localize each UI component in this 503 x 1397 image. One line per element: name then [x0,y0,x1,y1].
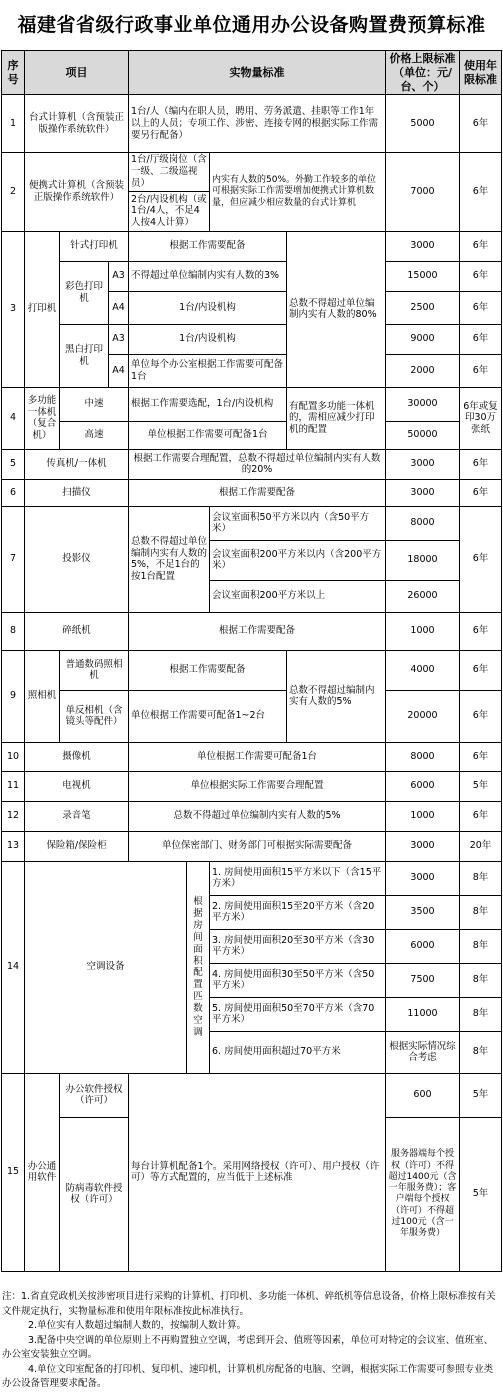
row-price: 5000 [386,95,460,153]
table-row [2,690,502,742]
table-row [2,449,502,479]
row-price: 6000 [386,929,460,963]
software-type: 办公软件授权（许可） [60,1073,129,1117]
note-item: 注：1.省直党政机关按涉密项目进行采购的计算机、打印机、多功能一体机、碎纸机等信息设备，价格上限标准按有关文件规定执行，实物量标准和使用年限标准按此标准执行。 [2,1291,496,1317]
printer-standard: 1台/内设机构 [129,291,287,324]
table-row [2,387,502,421]
printer-standard: 单位每个办公室根据工作需要可配备1台 [129,354,287,387]
row-seq: 14 [2,861,25,1073]
row-years: 8年 [460,929,502,963]
row-price: 26000 [386,580,460,612]
ac-room-size: 2. 房间使用面积15至20平方米（含20平方米） [210,895,386,929]
row-price: 1000 [386,612,460,650]
row-seq: 5 [2,449,25,479]
table-row [2,231,502,261]
row-item: 投影仪 [25,506,129,612]
mfp-speed: 高速 [60,421,129,449]
row-item: 电视机 [25,771,129,801]
row-seq: 15 [2,1073,25,1271]
row-price: 3500 [386,895,460,929]
row-years: 6年 [460,354,502,387]
printer-size: A3 [109,261,129,291]
table-row [2,861,502,895]
row-price: 8000 [386,506,460,540]
mfp-standard: 根据工作需要选配，1台/内设机构 [129,387,287,421]
row-item: 碎纸机 [25,612,129,650]
row-years: 6年 [460,153,502,232]
row-years: 6年或复印30万张纸 [460,387,502,449]
row-item: 摄像机 [25,742,129,771]
row-years: 6年 [460,291,502,324]
row-years: 6年 [460,231,502,261]
camera-standard: 根据工作需要配备 [129,650,287,690]
row-item: 办公通用软件 [25,1073,60,1271]
note-item: 2.单位实有人数超过编制人数的，按编制人数计算。 [28,1320,247,1331]
row-standard: 根据房间面积配置匹数空调 [187,861,210,1073]
table-row [2,506,502,540]
row-price: 18000 [386,540,460,580]
row-standard-c: 内实有人数的50%。外勤工作较多的单位可根据实际工作需要增加便携式计算机数量，但应减少相应数量的台式计算机 [210,153,386,232]
row-price: 根据实际情况综合考虑 [386,1031,460,1073]
row-seq: 11 [2,771,25,801]
row-price: 11000 [386,997,460,1031]
projector-size: 会议室面积200平方米以内（含200平方米） [210,540,386,580]
row-item: 录音笔 [25,801,129,831]
row-years: 8年 [460,1031,502,1073]
row-price: 服务器端每个授权（许可）不得超过1400元（含一年服务费）；客户端每个授权（许可）不得超过100元（含一年服务费） [386,1117,460,1271]
table-header-row [2,51,502,95]
table-row [2,801,502,831]
row-seq: 9 [2,650,25,742]
budget-standard-table [1,50,502,1272]
row-standard: 总数不得超过单位编制内实有人数的5% [129,801,386,831]
row-price: 8000 [386,742,460,771]
software-type: 防病毒软件授权（许可） [60,1117,129,1271]
header-standard: 实物量标准 [129,51,386,95]
table-row [2,650,502,690]
row-seq: 4 [2,387,25,449]
projector-size: 会议室面积200平方米以上 [210,580,386,612]
row-price: 6000 [386,771,460,801]
row-seq: 3 [2,231,25,387]
page-title: 福建省省级行政事业单位通用办公设备购置费预算标准 [17,14,486,36]
ac-room-size: 3. 房间使用面积20至30平方米（含30平方米） [210,929,386,963]
row-price: 50000 [386,421,460,449]
row-standard: 单位根据工作需要可配备1台 [129,742,386,771]
row-years: 6年 [460,801,502,831]
table-row [2,479,502,506]
row-price: 600 [386,1073,460,1117]
row-price: 3000 [386,831,460,861]
row-standard: 单位根据实际工作需要合理配置 [129,771,386,801]
row-standard: 每台计算机配备1个。采用网络授权（许可）、用户授权（许可）等方式配置的，应当低于上述标准 [129,1073,386,1271]
row-price: 2000 [386,354,460,387]
row-standard: 根据工作需要合理配置，总数不得超过单位编制内实有人数的20% [129,449,386,479]
printer-standard: 1台/内设机构 [129,324,287,354]
ac-room-size: 6. 房间使用面积超过70平方米 [210,1031,386,1073]
row-standard-a: 1台/厅级岗位（含一级、二级巡视员） [129,153,210,192]
table-row [2,95,502,153]
table-row [2,1073,502,1117]
row-years: 6年 [460,479,502,506]
row-item: 多功能一体机（复合机） [25,387,60,449]
table-row [2,261,502,291]
row-standard: 总数不得超过单位编制内实有人数的5%，不足1台的按1台配置 [129,506,210,612]
projector-size: 会议室面积50平方米以内（含50平方米） [210,506,386,540]
row-item: 扫描仪 [25,479,129,506]
row-price: 4000 [386,650,460,690]
row-standard: 根据工作需要配备 [129,479,386,506]
printer-size: A4 [109,354,129,387]
header-seq: 序号 [2,51,25,95]
ac-room-size: 5. 房间使用面积50至70平方米（含70平方米） [210,997,386,1031]
row-years: 6年 [460,506,502,612]
row-item: 便携式计算机（含预装正版操作系统软件） [25,153,129,232]
printer-size: A3 [109,324,129,354]
row-years: 6年 [460,261,502,291]
row-seq: 6 [2,479,25,506]
row-price: 3000 [386,231,460,261]
printer-total-standard: 总数不得超过单位编制内实有人数的80% [287,231,386,387]
camera-type: 单反相机（含镜头等配件） [60,690,129,742]
row-years: 8年 [460,895,502,929]
printer-standard: 不得超过单位编制内实有人数的3% [129,261,287,291]
mfp-standard: 单位根据工作需要可配备1台 [129,421,287,449]
row-price: 3000 [386,479,460,506]
row-seq: 7 [2,506,25,612]
row-years: 6年 [460,742,502,771]
header-item: 项目 [25,51,129,95]
row-standard: 1台/人（编内在职人员，聘用、劳务派遣、挂职等工作1年以上的人员；专项工作、涉密、连接专网的根据实际工作需要另行配备） [129,95,386,153]
row-seq: 12 [2,801,25,831]
row-seq: 10 [2,742,25,771]
row-price: 7000 [386,153,460,232]
printer-mono: 黑白打印机 [60,324,109,387]
row-item: 空调设备 [25,861,187,1073]
row-standard: 单位保密部门、财务部门可根据实际需要配备 [129,831,386,861]
row-years: 5年 [460,1117,502,1271]
printer-needle: 针式打印机 [60,231,129,261]
printer-size: A4 [109,291,129,324]
row-price: 3000 [386,449,460,479]
row-years: 6年 [460,449,502,479]
row-years: 6年 [460,650,502,690]
header-price: 价格上限标准（单位：元/台、个） [386,51,460,95]
ac-room-size: 1. 房间使用面积15平方米以下（含15平方米） [210,861,386,895]
mfp-note: 有配置多功能一体机的，需相应减少打印机的配置 [287,387,386,449]
table-row [2,612,502,650]
table-row [2,742,502,771]
camera-standard: 单位根据工作需要可配备1~2台 [129,690,287,742]
row-price: 20000 [386,690,460,742]
row-price: 2500 [386,291,460,324]
row-item: 保险箱/保险柜 [25,831,129,861]
notes [2,1290,500,1392]
row-item: 打印机 [25,231,60,387]
row-seq: 2 [2,153,25,232]
row-price: 9000 [386,324,460,354]
printer-needle-standard: 根据工作需要配备 [129,231,287,261]
row-item: 照相机 [25,650,60,742]
row-years: 20年 [460,831,502,861]
row-years: 6年 [460,324,502,354]
note-item: 4.单位文印室配备的打印机、复印机、速印机，计算机机房配备的电脑、空调，根据实际工作需要可参照专业类办公设备管理要求配备。 [2,1363,494,1389]
row-item: 传真机/一体机 [25,449,129,479]
row-seq: 1 [2,95,25,153]
camera-type: 普通数码照相机 [60,650,129,690]
row-years: 8年 [460,997,502,1031]
row-seq: 8 [2,612,25,650]
row-years: 8年 [460,963,502,997]
row-years: 5年 [460,1073,502,1117]
row-years: 5年 [460,771,502,801]
row-years: 8年 [460,861,502,895]
row-years: 6年 [460,612,502,650]
header-years: 使用年限标准 [460,51,502,95]
note-item: 3.配备中央空调的单位原则上不再购置独立空调，考虑到开会、值班等因素，单位可对特定的会议室、值班室、办公室安装独立空调。 [2,1334,494,1360]
printer-color: 彩色打印机 [60,261,109,324]
row-item: 台式计算机（含预装正版操作系统软件） [25,95,129,153]
row-seq: 13 [2,831,25,861]
row-years: 6年 [460,690,502,742]
row-price: 1000 [386,801,460,831]
row-years: 6年 [460,95,502,153]
table-row [2,831,502,861]
camera-total-standard: 总数不得超过编制内实有人数的5% [287,650,386,742]
row-price: 15000 [386,261,460,291]
table-row [2,421,502,449]
ac-room-size: 4. 房间使用面积30至50平方米（含50平方米） [210,963,386,997]
row-price: 7500 [386,963,460,997]
table-row [2,324,502,354]
mfp-speed: 中速 [60,387,129,421]
table-row [2,153,502,192]
row-standard: 根据工作需要配备 [129,612,386,650]
row-standard-b: 2台/内设机构（或1台/4人，不足4人按4人计算） [129,191,210,231]
row-price: 3000 [386,861,460,895]
table-row [2,771,502,801]
row-price: 30000 [386,387,460,421]
